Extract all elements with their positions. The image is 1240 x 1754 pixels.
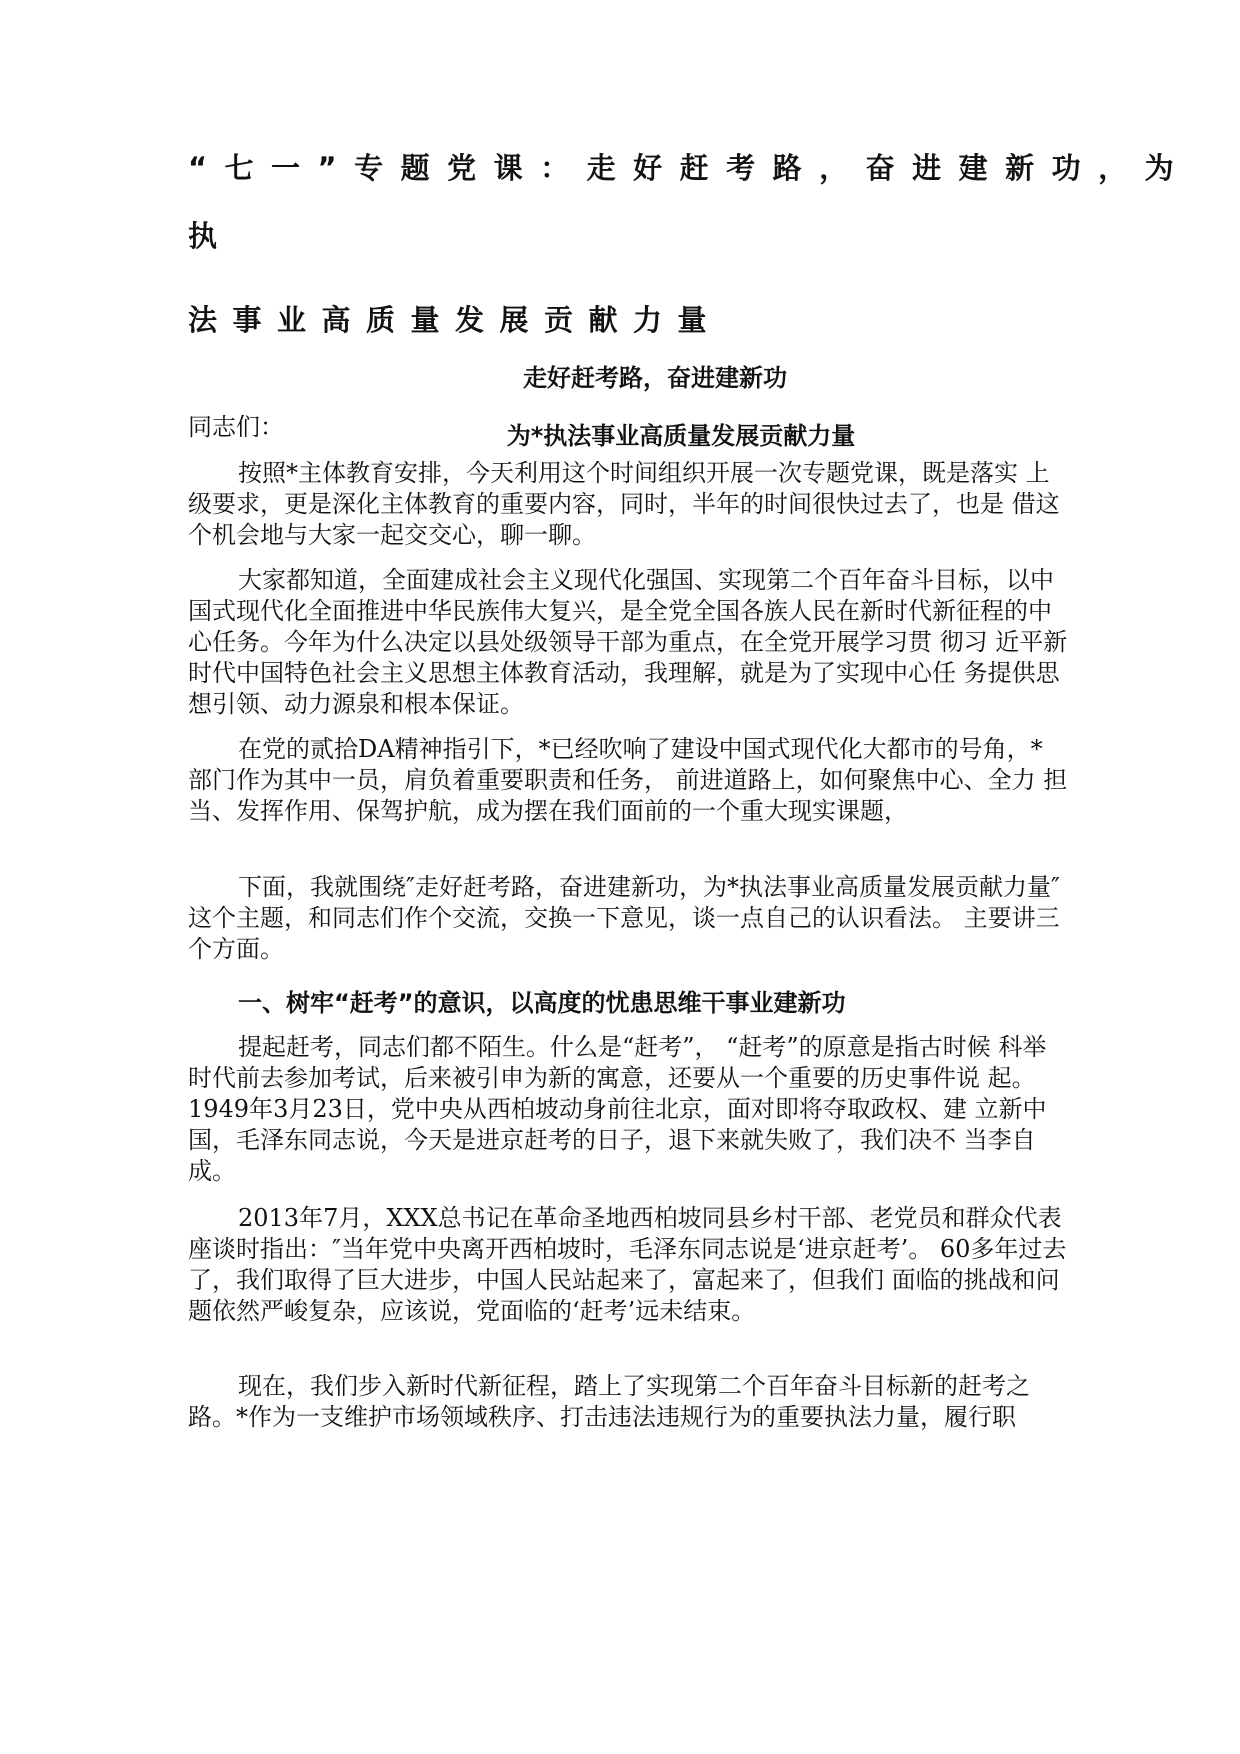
section-paragraph-1: 提起赶考，同志们都不陌生。什么是“赶考”， “赶考”的原意是指古时候 科举时代前去参加考试，后来被引申为新的寓意，还要从一个重要的历史事件说 起。1949年3月23日，党中央从西柏坡动身前往北京，面对即将夺取政权、建 立新中国，毛泽东同志说，今天是进京赶考的日子，退下来就失败了，我们决不 当李自成。: [188, 1033, 1047, 1185]
document-title-line-1: “七一”专题党课：走好赶考路，奋进建新功，为: [188, 151, 1192, 185]
paragraph-1: 按照*主体教育安排，今天利用这个时间组织开展一次专题党课，既是落实 上级要求，更是深化主体教育的重要内容，同时，半年的时间很快过去了，也是 借这个机会地与大家一起交交心，聊一聊。: [188, 459, 1060, 549]
section-heading-1: 一、树牢“赶考”的意识，以高度的忧患思维干事业建新功: [238, 989, 846, 1017]
document-subtitle-2: 为*执法事业高质量发展贡献力量: [506, 422, 856, 450]
section-paragraph-2: 2013年7月，XXX总书记在革命圣地西柏坡同县乡村干部、老党员和群众代表座谈时指出：″当年党中央离开西柏坡时，毛泽东同志说是‘进京赶考’。 60多年过去了，我们取得了巨大进步，中国人民站起来了，富起来了，但我们 面临的挑战和问题依然严峻复杂，应该说，党面临的‘赶考’远未结束。: [188, 1204, 1067, 1325]
paragraph-2: 大家都知道，全面建成社会主义现代化强国、实现第二个百年奋斗目标，以中国式现代化全面推进中华民族伟大复兴，是全党全国各族人民在新时代新征程的中心任务。今年为什么决定以县处级领导干部为重点，在全党开展学习贯 彻习 近平新时代中国特色社会主义思想主体教育活动，我理解，就是为了实现中心任 务提供思想引领、动力源泉和根本保证。: [188, 566, 1068, 718]
document-title-line-3: 法事业高质量发展贡献力量: [188, 303, 723, 337]
document-subtitle-1: 走好赶考路，奋进建新功: [523, 364, 787, 392]
paragraph-4: 下面，我就围绕″走好赶考路，奋进建新功，为*执法事业高质量发展贡献力量″这个主题，和同志们作个交流，交换一下意见，谈一点自己的认识看法。 主要讲三个方面。: [188, 873, 1060, 963]
document-title-line-2: 执: [188, 219, 218, 253]
salutation: 同志们：: [188, 413, 284, 441]
paragraph-3: 在党的贰拾DA精神指引下，*已经吹响了建设中国式现代化大都市的号角，* 部门作为其中一员，肩负着重要职责和任务， 前进道路上，如何聚焦中心、全力 担当、发挥作用、保驾护航，成为摆在我们面前的一个重大现实课题，: [188, 735, 1068, 825]
section-paragraph-3: 现在，我们步入新时代新征程，踏上了实现第二个百年奋斗目标新的赶考之 路。*作为一支维护市场领域秩序、打击违法违规行为的重要执法力量，履行职: [188, 1372, 1030, 1431]
